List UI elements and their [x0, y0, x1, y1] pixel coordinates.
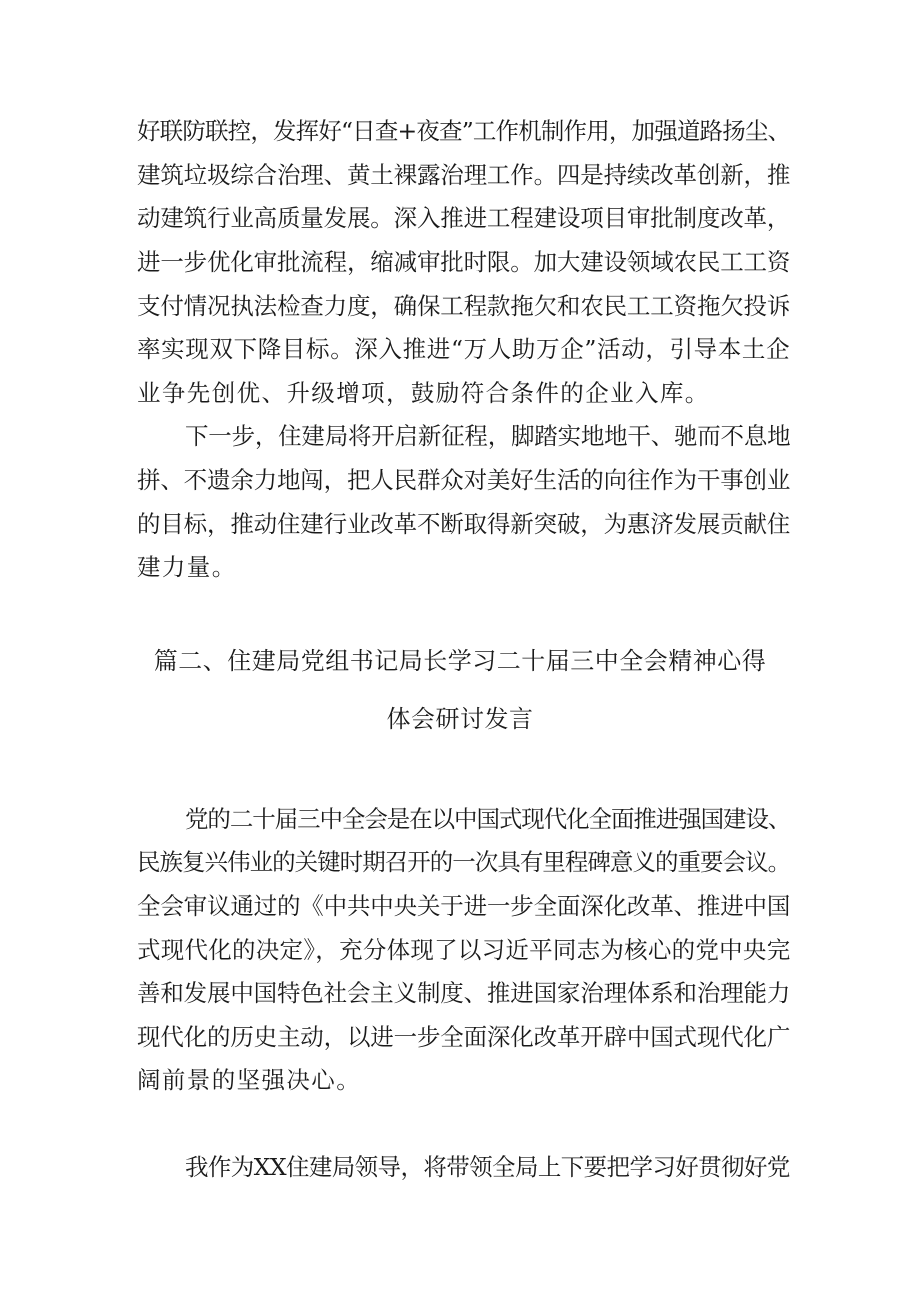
- paragraph-line: 的目标，推动住建行业改革不断取得新突破，为惠济发展贡献住: [137, 510, 791, 538]
- paragraph-line: 建筑垃圾综合治理、黄土裸露治理工作。四是持续改革创新，推: [137, 161, 791, 189]
- paragraph-line: 好联防联控，发挥好“日查+夜查”工作机制作用，加强道路扬尘、: [137, 117, 791, 145]
- paragraph-line: 我作为XX住建局领导，将带领全局上下要把学习好贯彻好党: [185, 1153, 790, 1181]
- paragraph-line: 支付情况执法检查力度，确保工程款拖欠和农民工工资拖欠投诉: [137, 292, 791, 320]
- paragraph-line: 民族复兴伟业的关键时期召开的一次具有里程碑意义的重要会议。: [137, 848, 791, 876]
- paragraph-line: 下一步，住建局将开启新征程，脚踏实地地干、驰而不息地: [185, 422, 791, 450]
- paragraph-line: 全会审议通过的《中共中央关于进一步全面深化改革、推进中国: [137, 892, 791, 920]
- paragraph-line: 现代化的历史主动，以进一步全面深化改革开辟中国式现代化广: [137, 1023, 791, 1051]
- paragraph-line: 党的二十届三中全会是在以中国式现代化全面推进强国建设、: [185, 805, 791, 833]
- paragraph-line: 建力量。: [137, 553, 237, 581]
- paragraph-line: 阔前景的坚强决心。: [137, 1066, 362, 1094]
- paragraph-line: 拼、不遗余力地闯，把人民群众对美好生活的向往作为干事创业: [137, 466, 791, 494]
- paragraph-line: 善和发展中国特色社会主义制度、推进国家治理体系和治理能力: [137, 979, 791, 1007]
- section-heading-line-2: 体会研讨发言: [386, 705, 534, 733]
- paragraph-line: 业争先创优、升级增项，鼓励符合条件的企业入库。: [137, 379, 710, 407]
- paragraph-line: 进一步优化审批流程，缩减审批时限。加大建设领域农民工工资: [137, 248, 791, 276]
- paragraph-line: 动建筑行业高质量发展。深入推进工程建设项目审批制度改革，: [137, 204, 791, 232]
- section-heading-line-1: 篇二、住建局党组书记局长学习二十届三中全会精神心得: [153, 647, 767, 675]
- paragraph-line: 率实现双下降目标。深入推进“万人助万企”活动，引导本土企: [137, 335, 791, 363]
- paragraph-line: 式现代化的决定》，充分体现了以习近平同志为核心的党中央完: [137, 936, 791, 964]
